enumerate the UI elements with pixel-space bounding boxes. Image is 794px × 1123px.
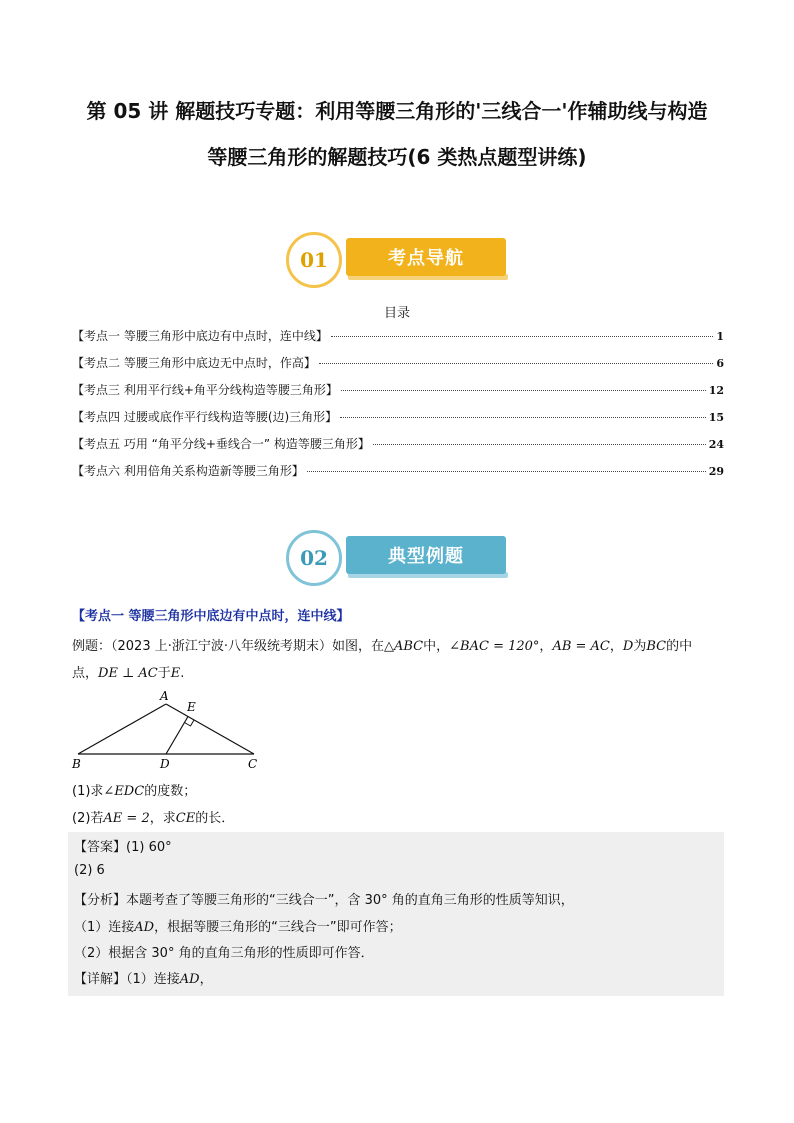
side-ab — [78, 704, 166, 754]
ae-value: AE = 2 — [103, 811, 150, 826]
answer-tag: 【答案】 — [74, 840, 127, 855]
analysis-text: 本题考查了等腰三角形的“三线合一”，含 30° 角的直角三角形的性质等知识， — [126, 893, 574, 908]
text: ， — [199, 972, 213, 987]
detail-tag: 【详解】 — [74, 972, 127, 987]
text: 的度数； — [144, 784, 197, 799]
toc-item-label: 【考点一 等腰三角形中底边有中点时，连中线】 — [72, 329, 328, 343]
toc-item-page: 15 — [708, 411, 724, 424]
segment-bc: BC — [646, 639, 667, 654]
toc-item[interactable] — [72, 354, 724, 381]
toc-leader-dots — [319, 363, 714, 364]
text: 于 — [157, 666, 171, 681]
angle-condition: ∠BAC = 120° — [449, 639, 540, 654]
detail-line — [74, 968, 213, 987]
point-e: E — [170, 666, 181, 681]
answer-line-1 — [74, 836, 172, 855]
triangle-symbol: △ABC — [384, 639, 424, 654]
text: （1）连接 — [126, 972, 180, 987]
example-prefix: 例题： — [72, 639, 112, 654]
toc-item-label: 【考点六 利用倍角关系构造新等腰三角形】 — [72, 464, 304, 478]
toc-item[interactable] — [72, 462, 724, 489]
document-title — [60, 88, 734, 180]
perpendicular-condition: DE ⊥ AC — [98, 666, 158, 681]
toc-item[interactable] — [72, 327, 724, 354]
toc-heading: 目录 — [383, 306, 410, 321]
toc-item-page: 24 — [708, 438, 724, 451]
toc-item-page: 6 — [716, 357, 724, 370]
banner-number-badge: 01 — [286, 232, 342, 288]
answer-value-1: (1) 60° — [126, 840, 172, 855]
text: ，根据等腰三角形的“三线合一”即可作答； — [154, 920, 402, 935]
label-d: D — [160, 757, 170, 771]
toc-item[interactable] — [72, 408, 724, 435]
equal-sides: AB = AC — [552, 639, 610, 654]
text: . — [180, 666, 185, 681]
toc-item[interactable] — [72, 435, 724, 462]
table-of-contents — [72, 327, 724, 489]
problem-line-2 — [72, 660, 724, 687]
text: 点， — [72, 666, 99, 681]
text: 为 — [633, 639, 647, 654]
toc-item-page: 1 — [716, 330, 724, 343]
toc-leader-dots — [373, 444, 706, 445]
text: ，求 — [149, 811, 176, 826]
toc-item[interactable] — [72, 381, 724, 408]
side-ac — [166, 704, 254, 754]
text: (1)求 — [72, 784, 104, 799]
segment-ce: CE — [175, 811, 196, 826]
text: （1）连接 — [74, 920, 135, 935]
analysis-tag: 【分析】 — [74, 893, 127, 908]
segment-ad: AD — [134, 920, 155, 935]
title-line-1: 第 05 讲 解题技巧专题：利用等腰三角形的'三线合一'作辅助线与构造 — [86, 99, 708, 123]
analysis-step-2: （2）根据含 30° 角的直角三角形的性质即可作答． — [74, 946, 374, 961]
label-a: A — [160, 689, 169, 703]
toc-item-label: 【考点四 过腰或底作平行线构造等腰(边)三角形】 — [72, 410, 338, 424]
segment-de — [166, 717, 188, 755]
toc-item-label: 【考点三 利用平行线+角平分线构造等腰三角形】 — [72, 383, 338, 397]
example-source: （2023 上·浙江宁波·八年级统考期末）如图，在 — [111, 639, 384, 654]
analysis-step-1 — [74, 916, 402, 935]
text: 的中 — [666, 639, 693, 654]
text: 中， — [423, 639, 450, 654]
toc-item-label: 【考点二 等腰三角形中底边无中点时，作高】 — [72, 356, 316, 370]
toc-leader-dots — [331, 336, 714, 337]
question-1 — [72, 780, 196, 799]
toc-item-page: 29 — [708, 465, 724, 478]
problem-line-1 — [72, 633, 724, 660]
text: ， — [609, 639, 623, 654]
toc-leader-dots — [307, 471, 706, 472]
label-e: E — [187, 700, 196, 714]
banner-label: 典型例题 — [346, 536, 506, 574]
text: ， — [539, 639, 553, 654]
toc-item-page: 12 — [708, 384, 724, 397]
question-2 — [72, 807, 234, 826]
banner-number-badge: 02 — [286, 530, 342, 586]
example-problem — [72, 633, 724, 687]
text: (2)若 — [72, 811, 104, 826]
label-b: B — [72, 757, 81, 771]
section-banner-examples — [286, 530, 510, 590]
angle-edc: ∠EDC — [103, 784, 145, 799]
toc-leader-dots — [341, 390, 706, 391]
section-heading: 【考点一 等腰三角形中底边有中点时，连中线】 — [72, 609, 350, 624]
toc-item-label: 【考点五 巧用 “角平分线+垂线合一” 构造等腰三角形】 — [72, 437, 370, 451]
answer-line-2: (2) 6 — [74, 863, 105, 878]
title-line-2: 等腰三角形的解题技巧(6 类热点题型讲练) — [207, 145, 587, 169]
answer-box — [68, 832, 724, 996]
analysis-line — [74, 889, 574, 908]
triangle-figure — [68, 688, 268, 772]
point-d: D — [622, 639, 634, 654]
segment-ad: AD — [179, 972, 200, 987]
section-banner-navigation — [286, 232, 510, 292]
banner-label: 考点导航 — [346, 238, 506, 276]
label-c: C — [248, 757, 258, 771]
toc-leader-dots — [340, 417, 706, 418]
text: 的长． — [195, 811, 235, 826]
